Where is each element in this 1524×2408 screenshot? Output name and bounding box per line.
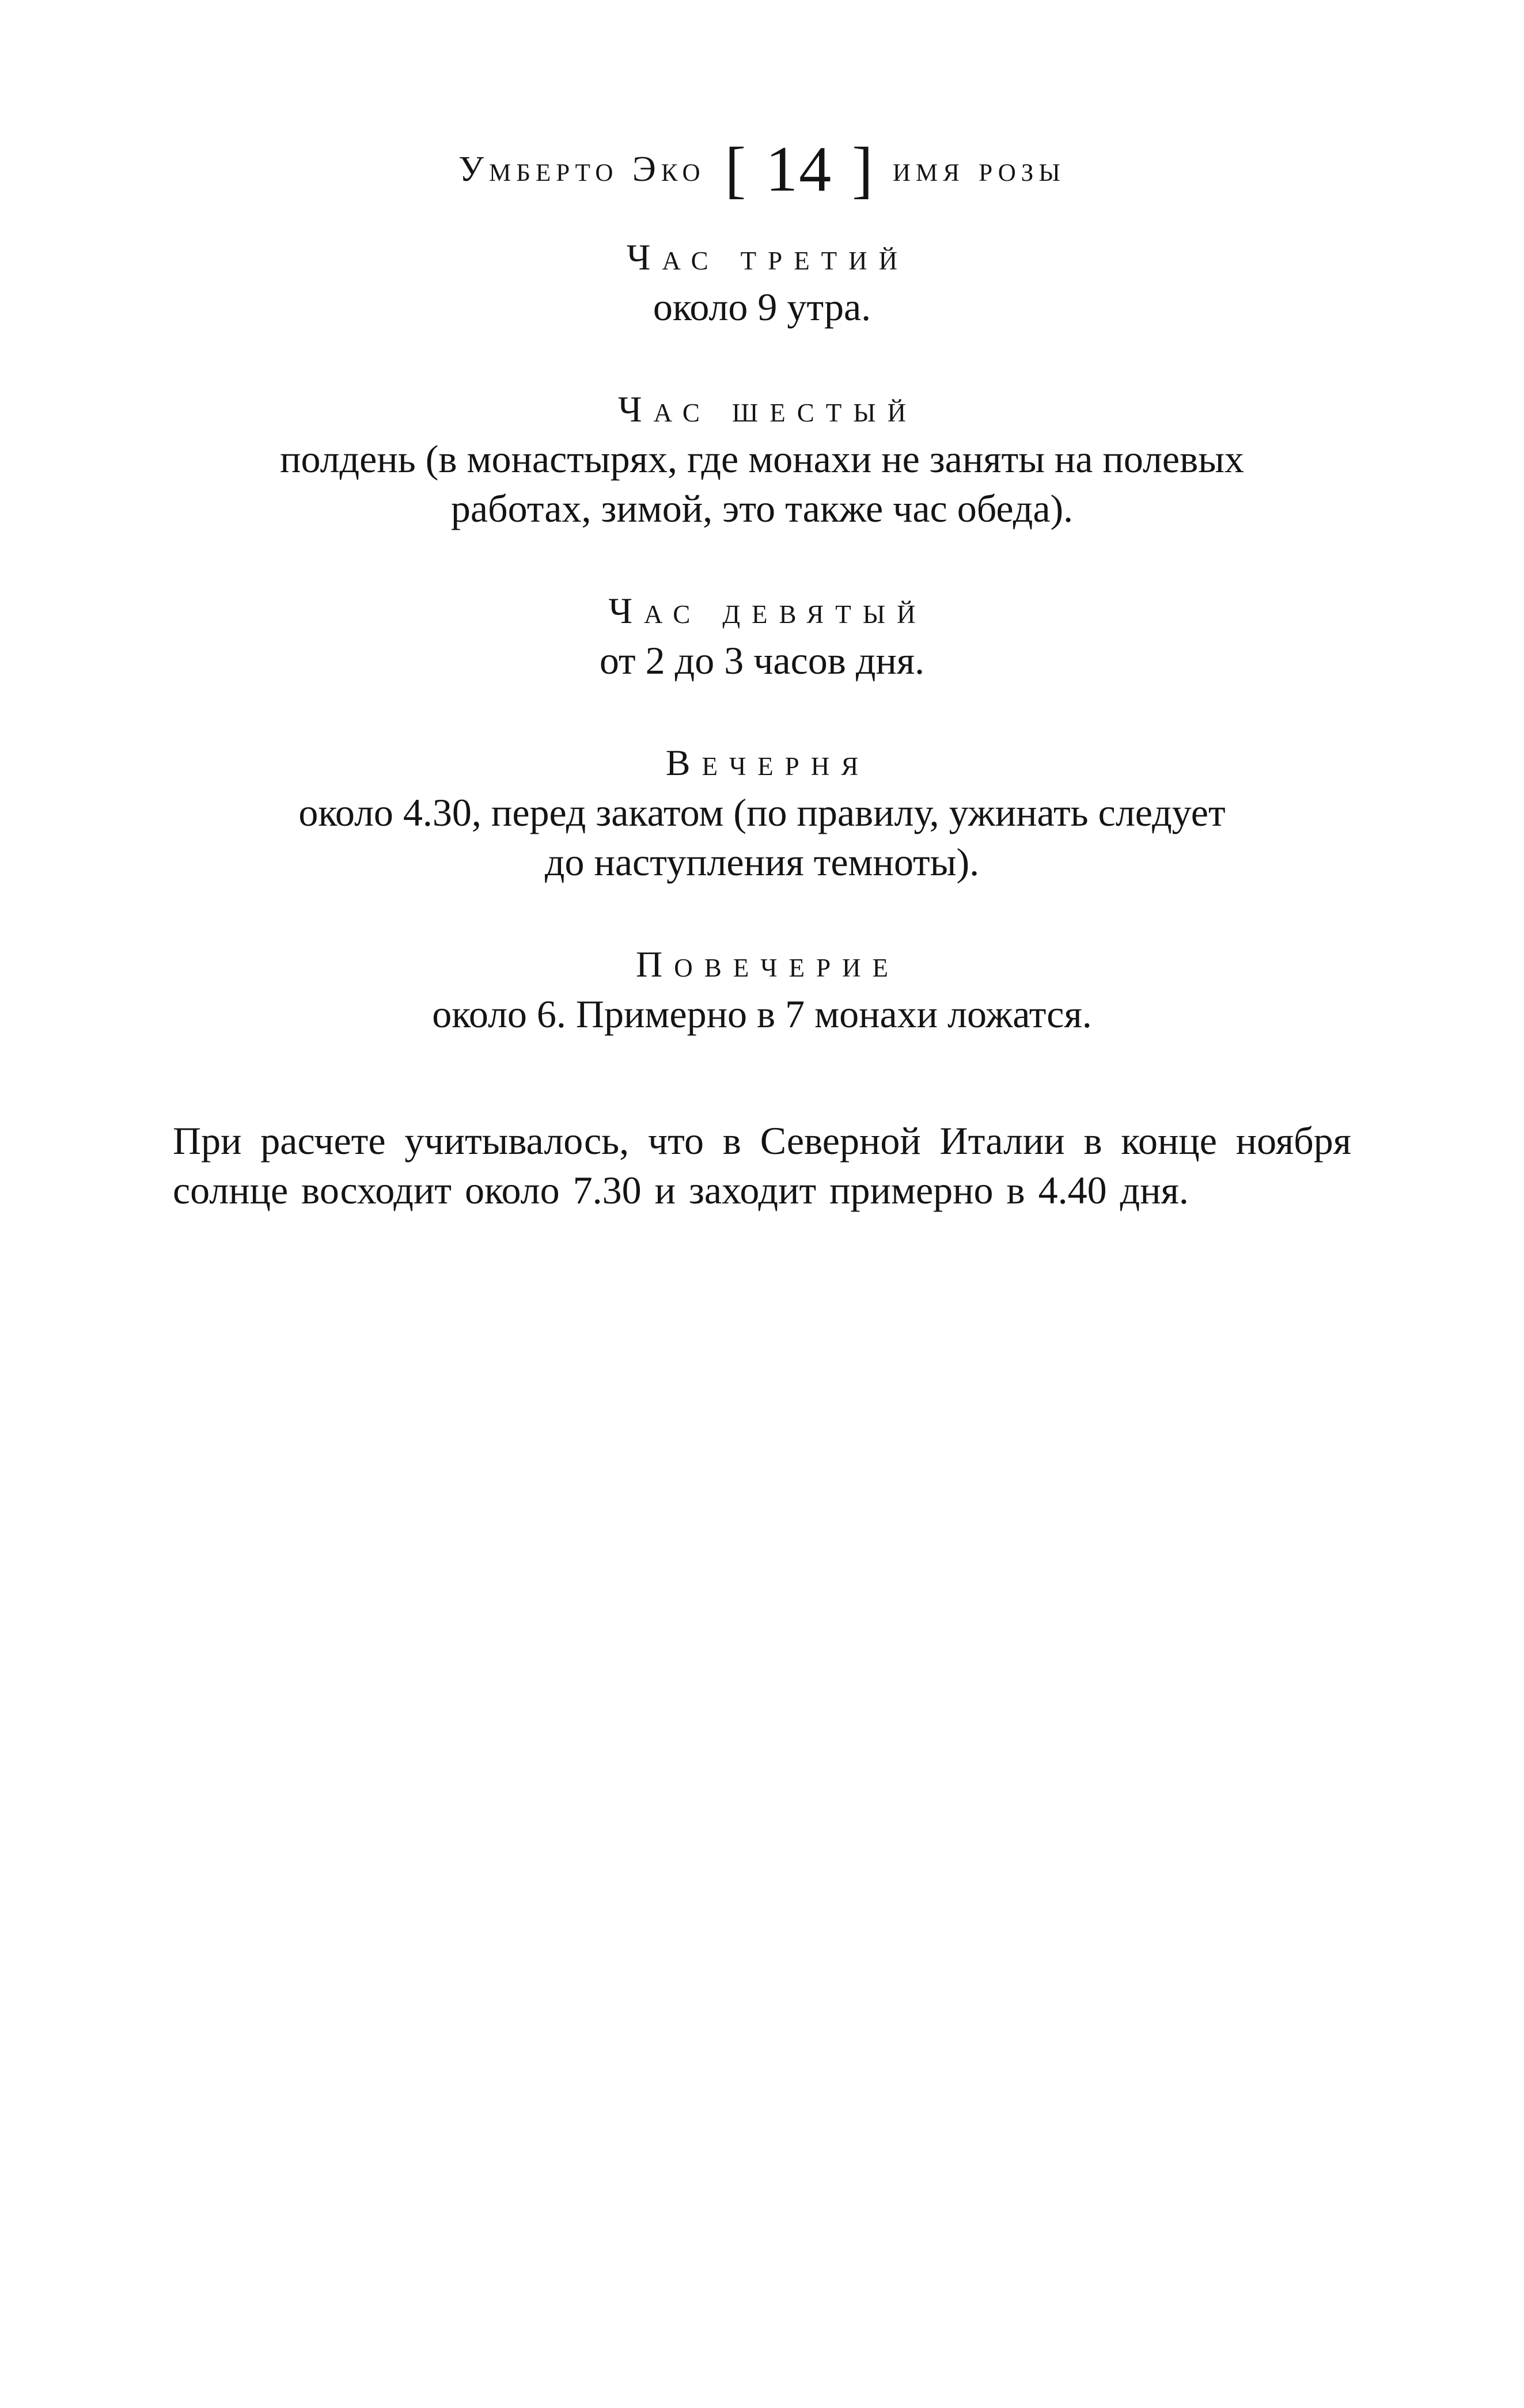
hour-entry [173,586,1351,685]
hour-description: полдень (в монастырях, где монахи не заняты на полевых [280,437,1244,481]
canonical-hours-list [173,233,1351,1092]
hour-title: Повечерие [636,944,900,985]
hour-description: до наступления темноты). [544,840,980,884]
hour-title: Вечерня [665,742,870,783]
bracket-close: ] [852,134,873,204]
running-head [0,131,1524,204]
hour-description: около 6. Примерно в 7 монахи ложатся. [432,992,1092,1036]
book-title: имя розы [892,149,1066,189]
hour-entry [173,233,1351,332]
hour-description: работах, зимой, это также час обеда). [450,487,1074,530]
bracket-open: [ [725,134,746,204]
hour-description: около 9 утра. [653,285,871,329]
hour-title: Час шестый [618,389,918,430]
hour-entry [173,385,1351,533]
hour-entry [173,940,1351,1039]
hour-title: Час третий [626,237,909,278]
note-paragraph: При расчете учитывалось, что в Северной Италии в конце ноября солнце восходит около 7.30 и заходит примерно в 4.40 дня. [173,1119,1351,1212]
author-name: Умберто Эко [458,149,706,189]
hour-description: около 4.30, перед закатом (по правилу, ужинать следует [298,791,1226,834]
page-number: 14 [765,133,833,205]
hour-description: от 2 до 3 часов дня. [599,639,925,682]
hour-entry [173,738,1351,887]
hour-title: Час девятый [608,590,927,631]
